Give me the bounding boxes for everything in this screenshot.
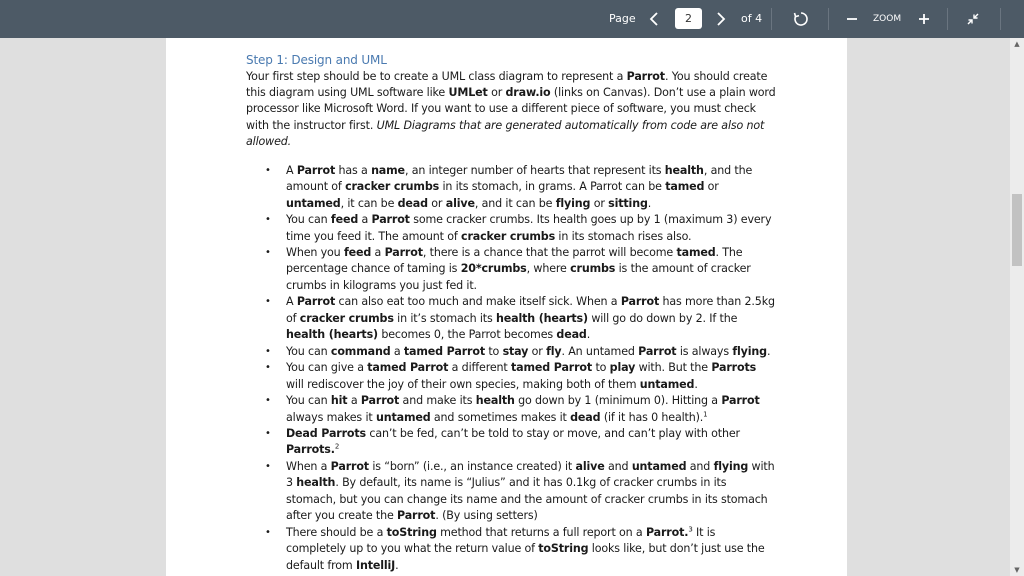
text-run: hit [330, 394, 348, 408]
requirements-list [246, 163, 776, 574]
text-run: or [528, 344, 547, 358]
text-run: a [390, 344, 404, 358]
text-run: , where [526, 262, 571, 276]
text-run: feed [343, 246, 372, 260]
text-run: and [604, 459, 632, 473]
text-run: is the amount of cracker crumbs in kilograms you just fed it. [286, 262, 751, 292]
bullet-icon: • [265, 526, 271, 538]
text-run: Parrot [330, 459, 369, 473]
text-run: untamed [375, 410, 431, 424]
text-run: It is completely up to you what the return value of [286, 525, 716, 556]
text-run: IntelliJ [355, 558, 396, 572]
chevron-left-icon[interactable] [644, 8, 664, 30]
text-run: method that returns a full report on a [436, 525, 646, 539]
text-run: a [347, 394, 361, 408]
text-run: cracker crumbs [299, 311, 394, 325]
text-run: sitting [608, 196, 648, 210]
text-run: Your first step should be to create a UML class diagram to represent a [246, 69, 627, 83]
text-run: UML Diagrams that are generated automatically from code are also not allowed. [246, 118, 765, 149]
text-run: with. But the [635, 361, 712, 375]
text-run: . The percentage chance of taming is [286, 246, 743, 276]
text-run: and make its [399, 394, 476, 408]
text-run: flying [732, 344, 767, 358]
list-item [246, 360, 776, 393]
text-run: When you [286, 246, 344, 260]
text-run: . [586, 328, 591, 342]
text-run: health (hearts) [286, 328, 378, 342]
text-run: cracker crumbs [461, 229, 556, 243]
footnote-marker: 2 [334, 442, 340, 451]
text-run: tamed [676, 246, 716, 260]
toolbar-divider [771, 8, 772, 30]
list-item [246, 344, 776, 360]
bullet-icon: • [265, 345, 271, 357]
text-run: fly [546, 344, 562, 358]
list-item [246, 393, 776, 426]
text-run: (links on Canvas). Don’t use a plain word processor like Microsoft Word. If you want to use a different piece of software, you must check with the instructor first. [246, 85, 776, 132]
text-run: 20*crumbs [460, 262, 527, 276]
text-run: health [664, 163, 704, 177]
text-run: is always [676, 344, 733, 358]
text-run: Parrot. [645, 525, 689, 539]
text-run: and [686, 459, 714, 473]
text-run: can also eat too much and make itself sick. When a [335, 295, 621, 309]
page-count: of 4 [741, 12, 763, 25]
text-run: Parrot [638, 344, 677, 358]
text-run: dead [556, 328, 587, 342]
text-run: go down by 1 (minimum 0). Hitting a [514, 394, 722, 408]
text-run: is “born” (i.e., an instance created) it [368, 459, 576, 473]
bullet-icon: • [265, 395, 271, 407]
text-run: draw.io [505, 85, 551, 99]
text-run: . [647, 196, 652, 210]
text-run: , an integer number of hearts that represent its [404, 163, 665, 177]
text-run: , and it can be [474, 196, 556, 210]
text-run: Parrot [296, 163, 336, 177]
text-run: flying [555, 196, 591, 210]
text-run: can’t be fed, can’t be told to stay or move, and can’t play with other [366, 427, 740, 441]
text-run: or [590, 196, 609, 210]
text-run: . (By using setters) [435, 509, 538, 523]
page-label: Page [609, 12, 636, 25]
bullet-icon: • [265, 214, 271, 226]
text-run: tamed [665, 180, 705, 194]
text-run: tamed Parrot [403, 344, 485, 358]
text-run: (if it has 0 health). [600, 410, 704, 424]
text-run: Parrot [626, 69, 665, 83]
text-run: Parrot [620, 295, 660, 309]
text-run: . You should create this diagram using UML software like [246, 69, 768, 99]
text-run: and sometimes makes it [430, 410, 571, 424]
list-item [246, 294, 776, 343]
text-run: health [296, 476, 336, 490]
text-run: health (hearts) [495, 311, 588, 325]
text-run: has more than 2.5kg of [286, 295, 775, 325]
bullet-icon: • [265, 296, 271, 308]
footnote-marker: 1 [703, 409, 708, 418]
bullet-icon: • [265, 247, 271, 259]
text-run: You can [286, 213, 331, 227]
text-run: A [286, 163, 297, 177]
chevron-right-icon[interactable] [711, 8, 731, 30]
scroll-up-icon[interactable]: ▲ [1014, 40, 1020, 48]
collapse-icon[interactable] [963, 8, 983, 30]
list-item [246, 426, 776, 459]
text-run: looks like, but don’t just use the default from [286, 542, 765, 572]
pdf-page [166, 38, 847, 576]
text-run: name [371, 163, 405, 177]
text-run: becomes 0, the Parrot becomes [377, 328, 557, 342]
text-run: . [766, 344, 771, 358]
text-run: Parrots. [286, 443, 335, 457]
text-run: stay [502, 344, 529, 358]
text-run: or [487, 85, 506, 99]
text-run: has a [335, 163, 372, 177]
page-number-input[interactable]: 2 [675, 8, 702, 29]
text-run: to [592, 361, 610, 375]
section-heading: Step 1: Design and UML [246, 53, 387, 67]
text-run: in its stomach, in grams. A Parrot can be [439, 180, 666, 194]
vertical-scrollbar[interactable] [1010, 38, 1024, 576]
text-run: a different [448, 361, 511, 375]
text-run: Parrots [711, 361, 757, 375]
text-run: Dead Parrots [286, 427, 367, 441]
text-run: untamed [639, 377, 695, 391]
zoom-out-icon[interactable] [842, 8, 862, 30]
text-run: , and the amount of [286, 163, 753, 194]
text-run: untamed [286, 196, 341, 210]
footnote-marker: 3 [688, 525, 693, 534]
text-run: . [395, 558, 399, 572]
text-run: health [475, 394, 515, 408]
list-item [246, 212, 776, 245]
text-run: command [330, 344, 391, 358]
text-run: some cracker crumbs. Its health goes up by 1 (maximum 3) every time you feed it. The amount of [286, 213, 772, 243]
text-run: a [371, 246, 385, 260]
text-run: in its stomach rises also. [555, 229, 692, 243]
text-run: alive [575, 459, 605, 473]
text-run: will go do down by 2. If the [587, 311, 738, 325]
text-run: You can give a [286, 361, 368, 375]
text-run: alive [445, 196, 475, 210]
text-run: a [358, 213, 372, 227]
text-run: will rediscover the joy of their own species, making both of them [286, 377, 640, 391]
text-run: always makes it [286, 410, 376, 424]
text-run: Parrot [721, 394, 760, 408]
text-run: toString [386, 525, 437, 539]
text-run: A [286, 295, 297, 309]
text-run: feed [330, 213, 359, 227]
text-run: in it’s stomach its [393, 311, 496, 325]
rotate-icon[interactable] [791, 8, 811, 30]
zoom-in-icon[interactable] [914, 8, 934, 30]
toolbar-divider [947, 8, 948, 30]
text-run: flying [713, 459, 749, 473]
text-run: . By default, its name is “Julius” and it has 0.1kg of cracker crumbs in its stomach, but you can change its name and the amount of cracker crumbs in its stomach after you create the [286, 476, 768, 523]
list-item [246, 245, 776, 294]
text-run: Parrot [397, 509, 436, 523]
toolbar-divider [1000, 8, 1001, 30]
text-run: You can [286, 394, 331, 408]
intro-paragraph [246, 69, 776, 151]
pdf-toolbar [0, 0, 1024, 38]
bullet-icon: • [265, 164, 271, 176]
toolbar-divider [828, 8, 829, 30]
text-run: . An untamed [561, 344, 639, 358]
text-run: tamed Parrot [367, 361, 449, 375]
scroll-down-icon[interactable]: ▼ [1014, 566, 1020, 574]
text-run: UMLet [448, 85, 488, 99]
list-item [246, 525, 776, 574]
text-run: . [694, 377, 698, 391]
bullet-icon: • [265, 362, 271, 374]
text-run: Parrot [371, 213, 410, 227]
text-run: untamed [631, 459, 687, 473]
text-run: dead [397, 196, 428, 210]
text-run: Parrot [296, 295, 336, 309]
text-run: or [427, 196, 446, 210]
text-run: There should be a [286, 525, 387, 539]
bullet-icon: • [265, 428, 271, 440]
text-run: , there is a chance that the parrot will become [422, 246, 677, 260]
scrollbar-thumb[interactable] [1012, 194, 1022, 266]
text-run: dead [570, 410, 601, 424]
text-run: When a [286, 459, 331, 473]
list-item [246, 163, 776, 212]
text-run: Parrot [360, 394, 400, 408]
text-run: You can [286, 344, 331, 358]
text-run: or [704, 180, 719, 194]
zoom-label: ZOOM [873, 14, 902, 24]
text-run: Parrot [384, 246, 423, 260]
text-run: tamed Parrot [511, 361, 593, 375]
text-run: crumbs [570, 262, 616, 276]
text-run: , it can be [340, 196, 398, 210]
text-run: toString [538, 542, 589, 556]
document-content [246, 52, 776, 574]
text-run: cracker crumbs [345, 180, 440, 194]
text-run: with 3 [286, 459, 775, 490]
text-run: to [484, 344, 503, 358]
bullet-icon: • [265, 460, 271, 472]
text-run: play [609, 361, 636, 375]
list-item [246, 459, 776, 525]
